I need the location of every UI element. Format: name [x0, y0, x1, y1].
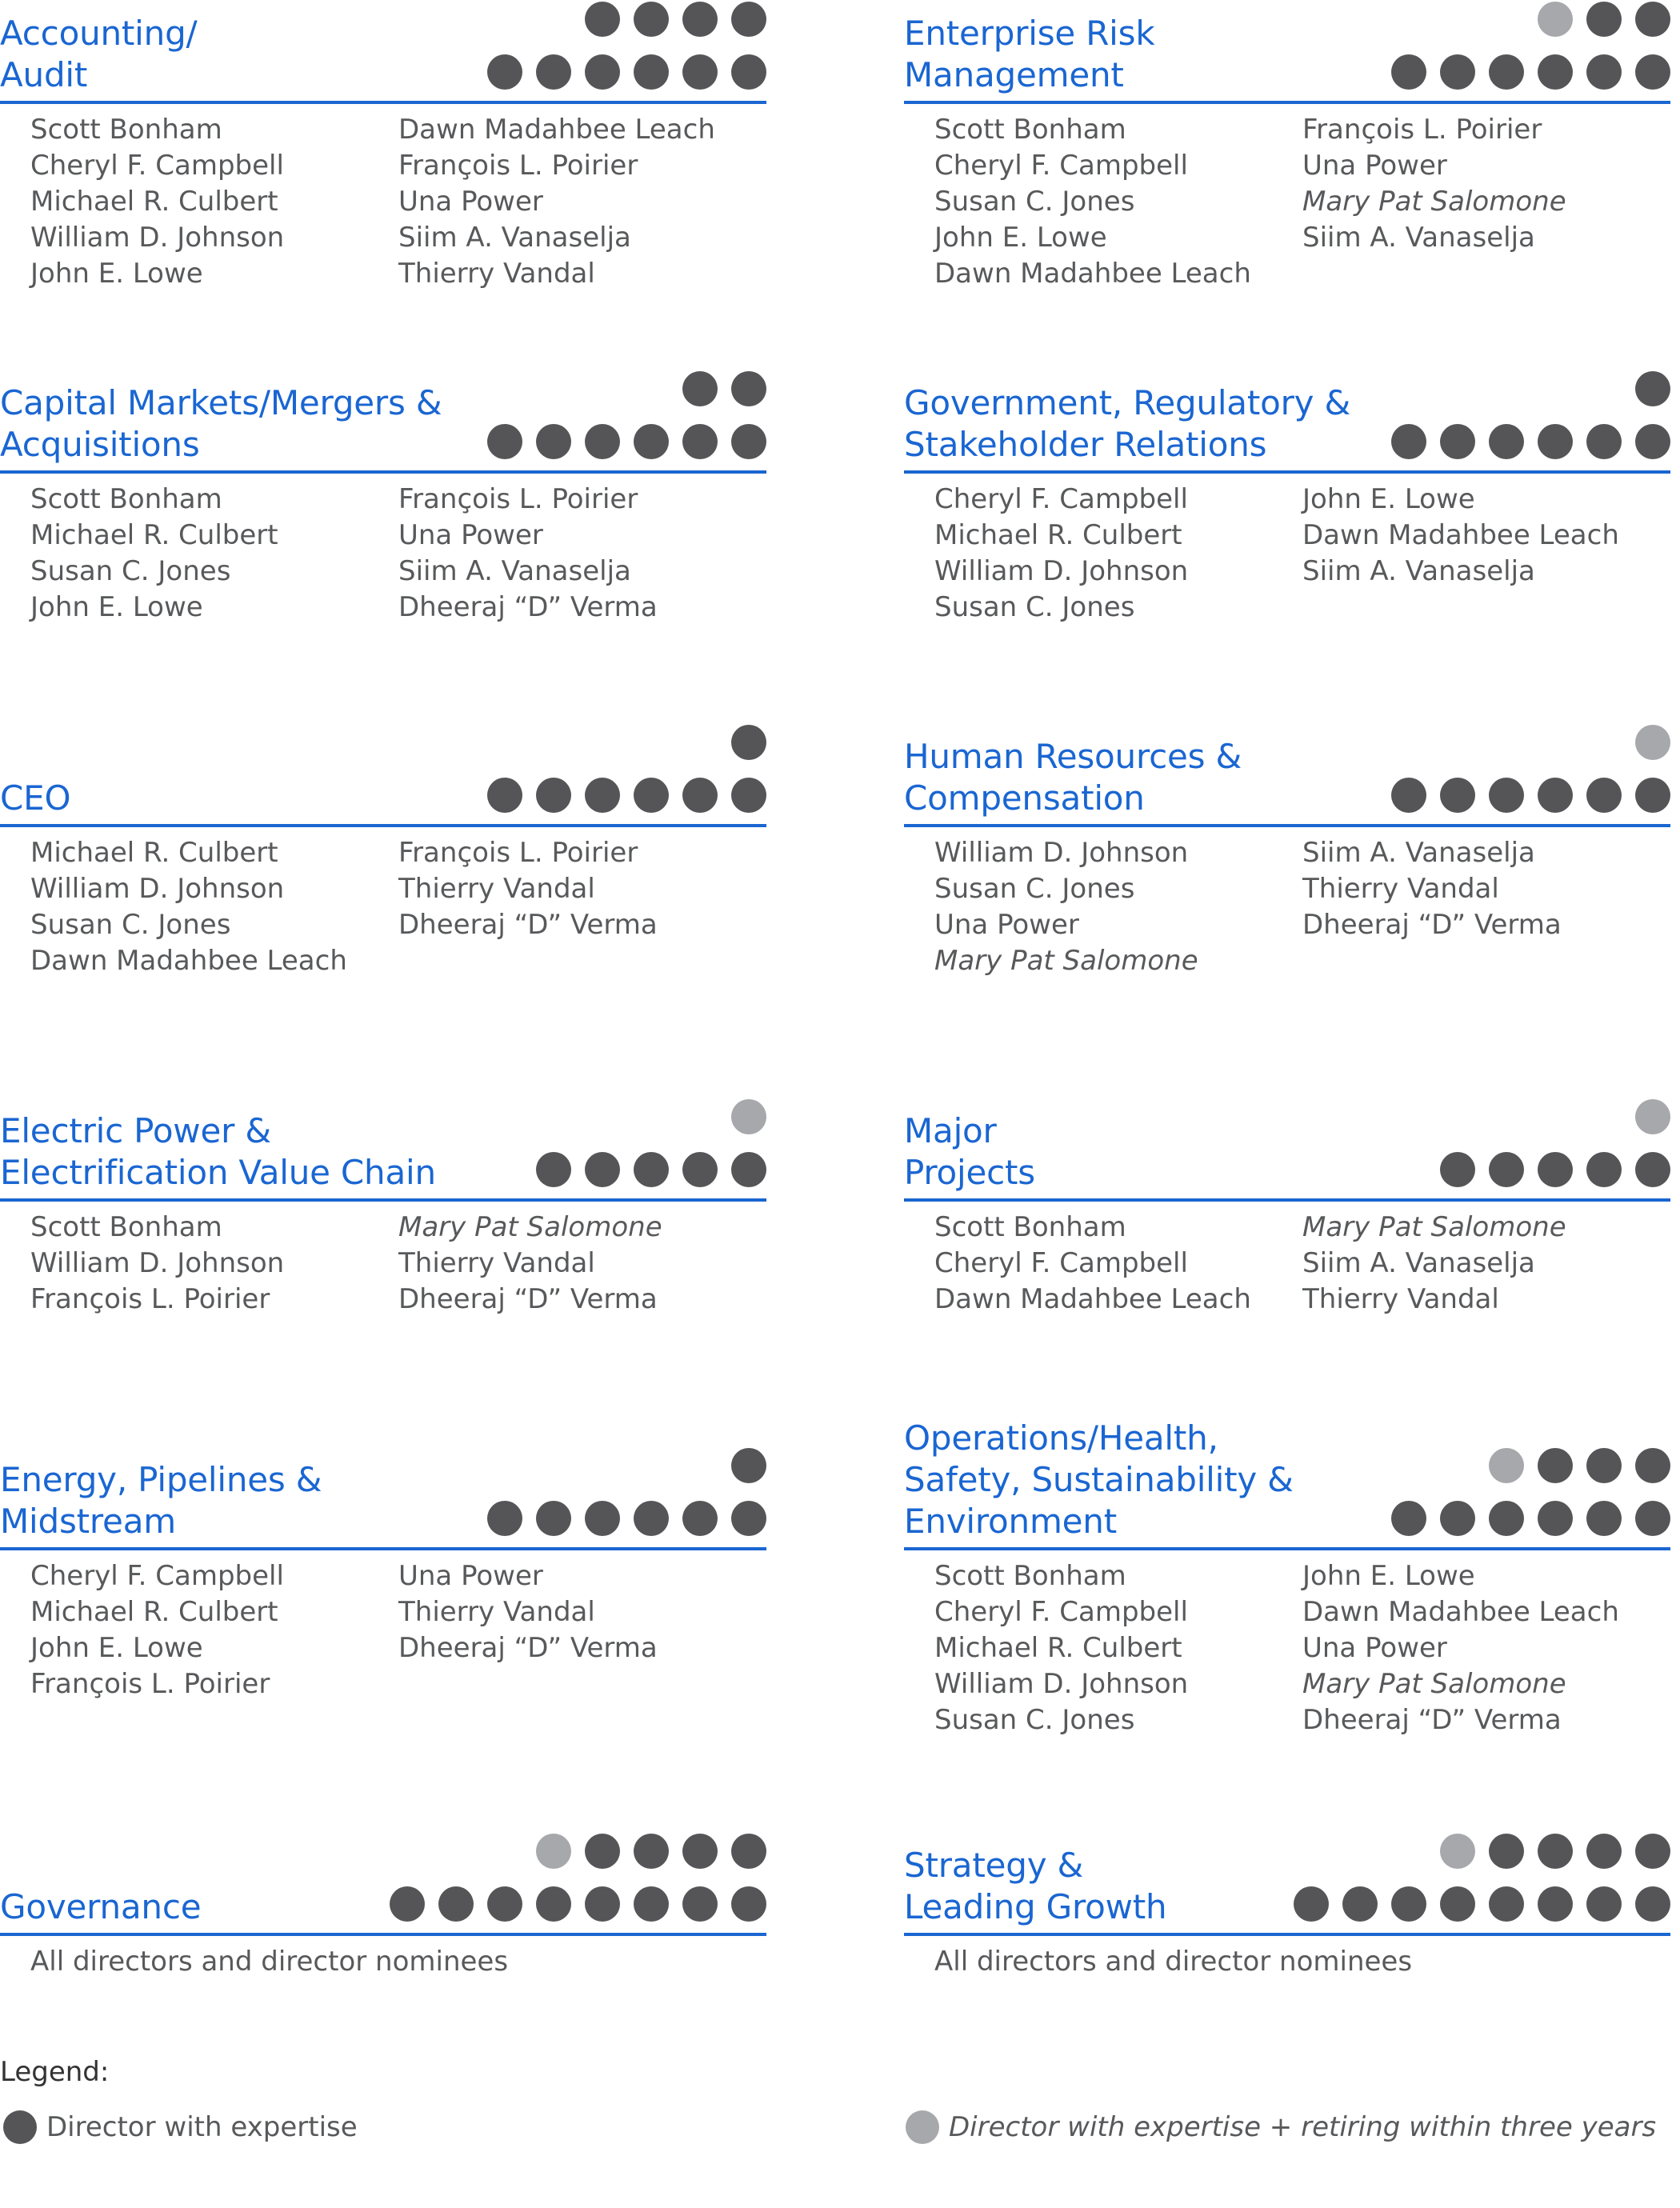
expert-director-dot-icon: [731, 1152, 766, 1187]
director-name: Susan C. Jones: [934, 873, 1135, 905]
committee-header: [0, 370, 766, 474]
expert-director-dot-icon: [1440, 424, 1475, 459]
expert-director-dot-icon: [1635, 2, 1670, 37]
dot-row-top: [1635, 725, 1670, 760]
dot-row-bottom: [1294, 1886, 1670, 1922]
expert-director-dot-icon: [1489, 1152, 1524, 1187]
director-name: François L. Poirier: [30, 1283, 270, 1315]
director-name: Scott Bonham: [30, 483, 222, 515]
expert-director-dot-icon: [1538, 424, 1573, 459]
expert-director-dot-icon: [536, 778, 571, 813]
expert-director-dot-icon: [1342, 1886, 1378, 1922]
expert-director-dot-icon: [634, 424, 669, 459]
director-name: Cheryl F. Campbell: [934, 1247, 1188, 1279]
expert-director-dot-icon: [634, 1834, 669, 1869]
dot-row-top: [536, 1834, 766, 1869]
expert-director-dot-icon: [1586, 1152, 1622, 1187]
director-name: Cheryl F. Campbell: [934, 150, 1188, 182]
director-names: [904, 1210, 1670, 1318]
expert-director-dot-icon: [1586, 1448, 1622, 1483]
expert-director-dot-icon: [731, 2, 766, 37]
committee-header: [0, 1832, 766, 1936]
expert-director-dot-icon: [1635, 1886, 1670, 1922]
director-names: [0, 1944, 766, 1980]
expert-director-dot-icon: [1635, 1834, 1670, 1869]
expert-director-dot-icon: [634, 778, 669, 813]
expert-director-dot-icon: [682, 424, 718, 459]
director-names: [0, 835, 766, 979]
expert-director-dot-icon: [1635, 371, 1670, 406]
committee-card: [0, 0, 766, 292]
committee-header: [0, 1098, 766, 1202]
expert-director-dot-icon: [682, 2, 718, 37]
expert-director-dot-icon: [1586, 778, 1622, 813]
director-name: All directors and director nominees: [934, 1946, 1413, 1978]
committee-header: [904, 723, 1670, 827]
director-names: [904, 112, 1670, 292]
director-name: Dawn Madahbee Leach: [1302, 1596, 1619, 1628]
names-column-left: [934, 482, 1302, 626]
committee-card: [904, 1418, 1670, 1738]
director-name: Susan C. Jones: [30, 909, 231, 941]
expert-dot-icon: [3, 2110, 37, 2144]
committee-card: [0, 1098, 766, 1318]
dot-row-top: [585, 2, 766, 37]
director-name: Dheeraj “D” Verma: [1302, 909, 1562, 941]
director-name: William D. Johnson: [30, 1247, 285, 1279]
director-name: All directors and director nominees: [30, 1946, 509, 1978]
retiring-director-dot-icon: [536, 1834, 571, 1869]
expert-director-dot-icon: [731, 54, 766, 90]
expert-director-dot-icon: [731, 1501, 766, 1536]
expert-director-dot-icon: [1635, 1448, 1670, 1483]
dot-row-top: [731, 1448, 766, 1483]
expert-director-dot-icon: [585, 54, 620, 90]
dot-row-top: [1635, 371, 1670, 406]
names-column-right: [1302, 482, 1670, 626]
committee-header: [904, 0, 1670, 104]
expert-director-dot-icon: [1391, 54, 1426, 90]
director-name: Michael R. Culbert: [934, 519, 1182, 551]
director-name: William D. Johnson: [30, 873, 285, 905]
director-name: Thierry Vandal: [398, 258, 595, 290]
director-name: Siim A. Vanaselja: [398, 222, 631, 254]
dot-row-bottom: [487, 1501, 766, 1536]
dot-row-bottom: [1440, 1152, 1670, 1187]
expert-director-dot-icon: [536, 54, 571, 90]
dot-row-bottom: [1391, 1501, 1670, 1536]
expert-director-dot-icon: [1586, 1834, 1622, 1869]
director-name: Una Power: [398, 1560, 543, 1592]
director-name: Siim A. Vanaselja: [1302, 222, 1535, 254]
director-name: Una Power: [1302, 150, 1447, 182]
director-name: Dheeraj “D” Verma: [398, 591, 658, 623]
expert-director-dot-icon: [682, 1886, 718, 1922]
director-name: Michael R. Culbert: [934, 1632, 1182, 1664]
director-name: Cheryl F. Campbell: [934, 483, 1188, 515]
director-name: Scott Bonham: [934, 1560, 1126, 1592]
director-name: Dheeraj “D” Verma: [398, 1632, 658, 1664]
expert-director-dot-icon: [1635, 424, 1670, 459]
director-name: Dheeraj “D” Verma: [398, 909, 658, 941]
retiring-director-dot-icon: [1489, 1448, 1524, 1483]
committee-title: Capital Markets/Mergers & Acquisitions: [0, 383, 442, 464]
expert-director-dot-icon: [1635, 1501, 1670, 1536]
director-name: Una Power: [1302, 1632, 1447, 1664]
expert-director-dot-icon: [731, 371, 766, 406]
retiring-director-dot-icon: [1635, 725, 1670, 760]
expert-director-dot-icon: [390, 1886, 425, 1922]
names-column-left: [934, 835, 1302, 979]
committee-title: Strategy & Leading Growth: [904, 1846, 1167, 1926]
dot-row-bottom: [1391, 424, 1670, 459]
names-column-right: [1302, 1210, 1670, 1318]
names-column-right: [1302, 1558, 1670, 1738]
director-names: [904, 482, 1670, 626]
names-column-right: [1302, 835, 1670, 979]
director-name: Scott Bonham: [934, 1211, 1126, 1243]
director-name: Cheryl F. Campbell: [30, 150, 284, 182]
names-column-left: [30, 835, 398, 979]
expert-director-dot-icon: [1440, 1501, 1475, 1536]
expert-director-dot-icon: [1586, 424, 1622, 459]
expert-director-dot-icon: [1538, 1152, 1573, 1187]
director-name: John E. Lowe: [934, 222, 1107, 254]
names-column-left: [30, 482, 398, 626]
expert-director-dot-icon: [1635, 778, 1670, 813]
dot-row-top: [731, 725, 766, 760]
retiring-director-dot-icon: [731, 1099, 766, 1134]
expert-director-dot-icon: [634, 54, 669, 90]
director-name: François L. Poirier: [30, 1668, 270, 1700]
names-column-left: [934, 1558, 1302, 1738]
expert-director-dot-icon: [1391, 424, 1426, 459]
committee-card: [904, 0, 1670, 292]
names-column-right: [398, 482, 766, 626]
committee-header: [904, 1098, 1670, 1202]
expert-director-dot-icon: [1586, 2, 1622, 37]
director-names: [904, 1558, 1670, 1738]
expert-director-dot-icon: [1440, 1886, 1475, 1922]
names-column-left: [934, 1944, 1413, 1980]
expert-director-dot-icon: [536, 1886, 571, 1922]
dot-row-bottom: [1391, 54, 1670, 90]
director-name: John E. Lowe: [1302, 483, 1475, 515]
dot-row-bottom: [487, 778, 766, 813]
expert-director-dot-icon: [487, 1886, 522, 1922]
expert-director-dot-icon: [536, 1501, 571, 1536]
expert-director-dot-icon: [1391, 1501, 1426, 1536]
expert-director-dot-icon: [682, 1152, 718, 1187]
committee-title: Enterprise Risk Management: [904, 14, 1155, 94]
committee-title: Governance: [0, 1887, 202, 1926]
dot-row-bottom: [487, 424, 766, 459]
director-name: Thierry Vandal: [398, 1247, 595, 1279]
expert-director-dot-icon: [731, 1886, 766, 1922]
dot-row-top: [1635, 1099, 1670, 1134]
names-column-left: [30, 1944, 509, 1980]
names-column-left: [934, 1210, 1302, 1318]
director-name: Michael R. Culbert: [30, 837, 278, 869]
director-names: [0, 482, 766, 626]
expert-director-dot-icon: [682, 778, 718, 813]
director-name: François L. Poirier: [398, 837, 638, 869]
director-name: Dheeraj “D” Verma: [398, 1283, 658, 1315]
committee-title: Operations/Health, Safety, Sustainability & Environment: [904, 1418, 1294, 1541]
expert-director-dot-icon: [1489, 1834, 1524, 1869]
director-name: John E. Lowe: [30, 258, 203, 290]
committee-title: CEO: [0, 778, 71, 818]
director-name: John E. Lowe: [30, 591, 203, 623]
director-name: Mary Pat Salomone: [1302, 1668, 1566, 1700]
expert-director-dot-icon: [1635, 54, 1670, 90]
expert-director-dot-icon: [487, 1501, 522, 1536]
names-column-right: [414, 1944, 766, 1980]
committee-card: [0, 723, 766, 979]
dot-row-top: [1440, 1834, 1670, 1869]
committee-card: [0, 1832, 766, 1980]
director-name: Michael R. Culbert: [30, 519, 278, 551]
director-names: [904, 835, 1670, 979]
expert-director-dot-icon: [1440, 1152, 1475, 1187]
expert-director-dot-icon: [1538, 54, 1573, 90]
director-name: François L. Poirier: [1302, 114, 1542, 146]
director-name: Susan C. Jones: [934, 186, 1135, 218]
director-name: François L. Poirier: [398, 483, 638, 515]
names-column-right: [1302, 112, 1670, 292]
director-name: William D. Johnson: [934, 1668, 1189, 1700]
expert-director-dot-icon: [585, 1834, 620, 1869]
expert-director-dot-icon: [585, 1886, 620, 1922]
director-name: Thierry Vandal: [1302, 873, 1499, 905]
committee-title: Electric Power & Electrification Value Chain: [0, 1111, 436, 1192]
expert-director-dot-icon: [1586, 1501, 1622, 1536]
dot-row-bottom: [390, 1886, 766, 1922]
committee-header: [0, 0, 766, 104]
names-column-right: [398, 1210, 766, 1318]
director-name: Susan C. Jones: [934, 591, 1135, 623]
expert-director-dot-icon: [731, 1834, 766, 1869]
expert-director-dot-icon: [1391, 1886, 1426, 1922]
retiring-director-dot-icon: [1538, 2, 1573, 37]
committee-title: Energy, Pipelines & Midstream: [0, 1460, 322, 1541]
retiring-dot-icon: [906, 2110, 939, 2144]
names-column-right: [1318, 1944, 1670, 1980]
committee-title: Accounting/ Audit: [0, 14, 198, 94]
legend-title: Legend:: [0, 2056, 110, 2088]
director-name: Cheryl F. Campbell: [30, 1560, 284, 1592]
director-name: John E. Lowe: [1302, 1560, 1475, 1592]
expert-director-dot-icon: [1489, 54, 1524, 90]
expert-director-dot-icon: [682, 1834, 718, 1869]
director-name: Scott Bonham: [30, 114, 222, 146]
committee-title: Government, Regulatory & Stakeholder Relations: [904, 383, 1351, 464]
director-name: William D. Johnson: [934, 837, 1189, 869]
director-name: Dawn Madahbee Leach: [934, 1283, 1251, 1315]
dot-row-bottom: [536, 1152, 766, 1187]
committee-header: [0, 723, 766, 827]
director-name: Mary Pat Salomone: [1302, 186, 1566, 218]
expert-director-dot-icon: [1538, 1834, 1573, 1869]
director-name: Thierry Vandal: [398, 1596, 595, 1628]
names-column-right: [398, 1558, 766, 1702]
director-name: Una Power: [398, 186, 543, 218]
retiring-director-dot-icon: [1440, 1834, 1475, 1869]
director-name: Cheryl F. Campbell: [934, 1596, 1188, 1628]
expert-director-dot-icon: [634, 1886, 669, 1922]
director-names: [0, 1558, 766, 1702]
dot-row-top: [1489, 1448, 1670, 1483]
director-name: Susan C. Jones: [30, 555, 231, 587]
expert-director-dot-icon: [1440, 54, 1475, 90]
committee-card: [904, 1832, 1670, 1980]
director-name: Dheeraj “D” Verma: [1302, 1704, 1562, 1736]
expert-director-dot-icon: [682, 54, 718, 90]
expert-director-dot-icon: [731, 778, 766, 813]
expert-director-dot-icon: [1294, 1886, 1329, 1922]
expert-director-dot-icon: [634, 1152, 669, 1187]
expert-director-dot-icon: [487, 54, 522, 90]
committee-title: Major Projects: [904, 1111, 1035, 1192]
expert-director-dot-icon: [438, 1886, 474, 1922]
director-name: Michael R. Culbert: [30, 186, 278, 218]
dot-row-bottom: [1391, 778, 1670, 813]
dot-row-top: [682, 371, 766, 406]
director-name: Susan C. Jones: [934, 1704, 1135, 1736]
names-column-left: [934, 112, 1302, 292]
retiring-director-dot-icon: [1635, 1099, 1670, 1134]
expert-director-dot-icon: [1586, 54, 1622, 90]
expert-director-dot-icon: [1635, 1152, 1670, 1187]
director-name: Dawn Madahbee Leach: [934, 258, 1251, 290]
names-column-left: [30, 1558, 398, 1702]
names-column-left: [30, 1210, 398, 1318]
expert-director-dot-icon: [634, 2, 669, 37]
director-names: [0, 112, 766, 292]
committee-card: [904, 370, 1670, 626]
names-column-left: [30, 112, 398, 292]
expert-director-dot-icon: [487, 424, 522, 459]
expert-director-dot-icon: [731, 424, 766, 459]
director-names: [904, 1944, 1670, 1980]
expert-director-dot-icon: [585, 2, 620, 37]
director-name: William D. Johnson: [934, 555, 1189, 587]
expert-director-dot-icon: [585, 1152, 620, 1187]
director-name: William D. Johnson: [30, 222, 285, 254]
dot-row-bottom: [487, 54, 766, 90]
expert-director-dot-icon: [1538, 1448, 1573, 1483]
committee-header: [0, 1446, 766, 1550]
expert-director-dot-icon: [1489, 1501, 1524, 1536]
director-names: [0, 1210, 766, 1318]
expert-director-dot-icon: [1489, 778, 1524, 813]
director-name: Dawn Madahbee Leach: [398, 114, 715, 146]
director-name: François L. Poirier: [398, 150, 638, 182]
committee-card: [0, 370, 766, 626]
director-name: Una Power: [398, 519, 543, 551]
expert-director-dot-icon: [585, 1501, 620, 1536]
committee-card: [904, 1098, 1670, 1318]
director-name: Scott Bonham: [934, 114, 1126, 146]
dot-row-top: [1538, 2, 1670, 37]
expert-director-dot-icon: [682, 371, 718, 406]
legend-retiring: [906, 2110, 1656, 2144]
director-name: Siim A. Vanaselja: [398, 555, 631, 587]
expert-director-dot-icon: [487, 778, 522, 813]
director-name: Michael R. Culbert: [30, 1596, 278, 1628]
director-name: Mary Pat Salomone: [398, 1211, 662, 1243]
expert-director-dot-icon: [585, 424, 620, 459]
director-name: Dawn Madahbee Leach: [30, 945, 347, 977]
legend-retiring-label: Director with expertise + retiring within three years: [949, 2111, 1657, 2143]
director-name: Siim A. Vanaselja: [1302, 837, 1535, 869]
director-name: Mary Pat Salomone: [1302, 1211, 1566, 1243]
director-name: Thierry Vandal: [1302, 1283, 1499, 1315]
director-name: Dawn Madahbee Leach: [1302, 519, 1619, 551]
expert-director-dot-icon: [536, 424, 571, 459]
expert-director-dot-icon: [1538, 1886, 1573, 1922]
committee-header: [904, 370, 1670, 474]
expert-director-dot-icon: [1538, 778, 1573, 813]
director-name: Siim A. Vanaselja: [1302, 555, 1535, 587]
expert-director-dot-icon: [1391, 778, 1426, 813]
director-name: John E. Lowe: [30, 1632, 203, 1664]
director-name: Thierry Vandal: [398, 873, 595, 905]
legend-expert: [3, 2110, 358, 2144]
director-name: Una Power: [934, 909, 1079, 941]
expert-director-dot-icon: [634, 1501, 669, 1536]
expert-director-dot-icon: [585, 778, 620, 813]
legend-expert-label: Director with expertise: [46, 2111, 358, 2143]
expert-director-dot-icon: [731, 725, 766, 760]
committee-title: Human Resources & Compensation: [904, 737, 1242, 818]
expert-director-dot-icon: [1538, 1501, 1573, 1536]
expert-director-dot-icon: [682, 1501, 718, 1536]
expert-director-dot-icon: [1586, 1886, 1622, 1922]
expert-director-dot-icon: [536, 1152, 571, 1187]
expert-director-dot-icon: [1489, 424, 1524, 459]
expert-director-dot-icon: [1440, 778, 1475, 813]
expert-director-dot-icon: [1489, 1886, 1524, 1922]
director-name: Siim A. Vanaselja: [1302, 1247, 1535, 1279]
committee-header: [904, 1418, 1670, 1550]
expert-director-dot-icon: [731, 1448, 766, 1483]
names-column-right: [398, 112, 766, 292]
names-column-right: [398, 835, 766, 979]
committee-card: [904, 723, 1670, 979]
committee-header: [904, 1832, 1670, 1936]
dot-row-top: [731, 1099, 766, 1134]
director-name: Scott Bonham: [30, 1211, 222, 1243]
director-name: Mary Pat Salomone: [934, 945, 1198, 977]
committee-card: [0, 1446, 766, 1702]
